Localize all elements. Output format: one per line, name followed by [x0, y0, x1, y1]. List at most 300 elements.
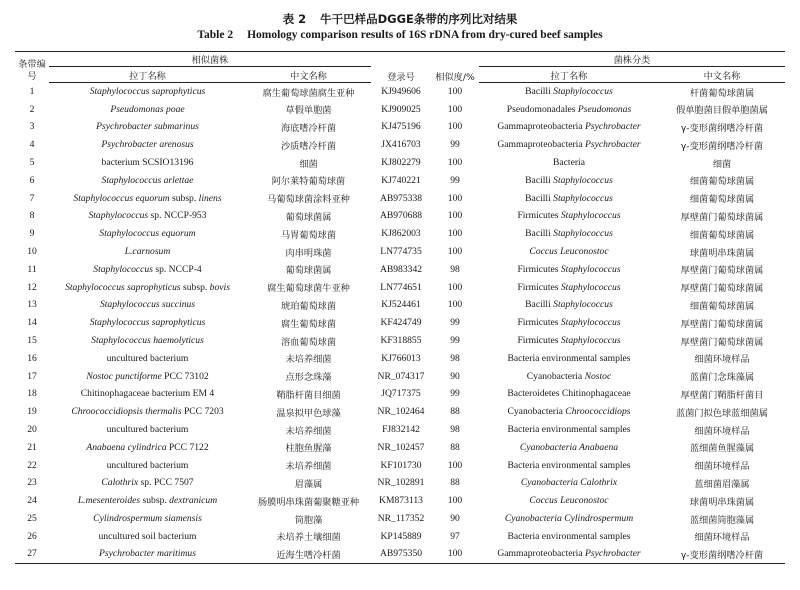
classification-chinese-cell: 厚壁菌门葡萄球菌属: [680, 318, 764, 330]
chinese-name-cell: 琥珀葡萄球菌: [280, 300, 337, 312]
table-title-english: [0, 29, 800, 41]
classification-chinese-cell: γ-变形菌纲嗜冷杆菌: [680, 140, 764, 152]
accession-cell: AB970688: [379, 210, 423, 222]
classification-chinese-cell: 厚壁菌门鞘脂杆菌目: [680, 389, 764, 401]
name-part: linens: [198, 192, 222, 204]
accession-cell: KJ949606: [381, 85, 421, 97]
name-part: Psychrobacter arenosus: [101, 139, 194, 151]
classification-latin-cell: [479, 510, 659, 528]
classification-latin-cell: [479, 100, 659, 118]
similarity-cell: 100: [447, 281, 463, 293]
similarity-cell: 98: [450, 263, 460, 275]
table-row: [15, 207, 785, 225]
classification-latin-cell: [479, 314, 659, 332]
table-row: [15, 438, 785, 456]
accession-cell: FJ832142: [382, 424, 420, 436]
name-part: sp. NCCP-4: [152, 263, 202, 275]
classification-chinese-cell: 细菌环境样品: [694, 532, 750, 544]
classification-chinese-cell: 细菌葡萄球菌属: [689, 300, 755, 312]
table-row: [15, 189, 785, 207]
latin-name-cell: [49, 225, 246, 243]
table-row: [15, 421, 785, 439]
table-row: [15, 118, 785, 136]
name-part: Staphylococcus: [553, 228, 613, 240]
name-part: Calothrix: [101, 477, 139, 489]
classification-chinese-cell: 厚壁菌门葡萄球菌属: [680, 336, 764, 348]
classification-chinese-cell: 假单胞菌目假单胞菌属: [676, 105, 768, 117]
classification-latin-cell: [479, 545, 659, 563]
table-row: [15, 83, 785, 101]
band-number-cell: 10: [27, 246, 37, 258]
similarity-cell: 99: [450, 139, 460, 151]
classification-latin-cell: [479, 492, 659, 510]
name-part: dextranicum: [169, 495, 218, 507]
accession-cell: JX416703: [381, 139, 421, 151]
name-part: Staphylococcus saprophyticus: [65, 281, 181, 293]
band-number-cell: 3: [29, 121, 35, 133]
chinese-name-cell: 马胃葡萄球菌: [280, 229, 337, 241]
latin-name-cell: [49, 171, 246, 189]
table-row: [15, 545, 785, 563]
header-class-latin-name: 拉丁名称: [479, 67, 659, 83]
name-part: PCC 7203: [181, 406, 224, 418]
classification-chinese-cell: 细菌葡萄球菌属: [689, 194, 755, 206]
accession-cell: KP145889: [380, 530, 422, 542]
name-part: Staphylococcus: [553, 86, 613, 98]
accession-cell: KJ766013: [381, 352, 421, 364]
chinese-name-cell: 未培养细菌: [285, 354, 332, 366]
similarity-cell: 100: [447, 210, 463, 222]
name-part: Staphylococcus: [93, 263, 153, 275]
chinese-name-cell: 未培养土壤细菌: [276, 532, 341, 544]
name-part: Coccus Leuconostoc: [529, 495, 609, 507]
name-part: Psychrobacter maritimus: [99, 548, 196, 560]
classification-chinese-cell: 蓝细菌筒胞藻属: [689, 514, 755, 526]
chinese-name-cell: 眉藻属: [294, 478, 323, 490]
name-part: Staphylococcus: [560, 263, 621, 275]
name-part: Bacilli: [525, 86, 554, 98]
latin-name-cell: [49, 189, 246, 207]
band-number-cell: 23: [27, 477, 37, 489]
latin-name-cell: [49, 332, 246, 350]
band-number-cell: 7: [29, 192, 35, 204]
name-part: Nostoc punctiforme: [86, 370, 162, 382]
classification-latin-cell: [479, 385, 659, 403]
latin-name-cell: [49, 83, 246, 101]
table-row: [15, 349, 785, 367]
name-part: Staphylococcus equorum: [73, 192, 170, 204]
similarity-cell: 98: [450, 352, 460, 364]
header-classification: 菌株分类: [479, 52, 785, 67]
similarity-cell: 88: [450, 406, 460, 418]
table-row: [15, 492, 785, 510]
name-part: subsp.: [169, 192, 199, 204]
accession-cell: KJ740221: [381, 174, 421, 186]
band-number-cell: 25: [27, 513, 37, 525]
name-part: Pseudomonas: [577, 103, 632, 115]
chinese-name-cell: 马葡萄球菌涂料亚种: [267, 194, 350, 206]
accession-cell: LN774651: [380, 281, 422, 293]
band-number-cell: 6: [29, 174, 35, 186]
name-part: Firmicutes: [517, 281, 561, 293]
classification-latin-cell: [479, 225, 659, 243]
name-part: Cyanobacteria Calothrix: [520, 477, 618, 489]
classification-latin-cell: [479, 527, 659, 545]
classification-latin-cell: [479, 349, 659, 367]
band-number-cell: 24: [27, 495, 37, 507]
accession-cell: KF318855: [380, 335, 422, 347]
name-part: PCC 73102: [161, 370, 209, 382]
latin-name-cell: [49, 367, 246, 385]
table-number-english: Table 2: [197, 29, 234, 41]
table-caption-english: Homology comparison results of 16S rDNA from dry-cured beef samples: [247, 29, 603, 41]
latin-name-cell: [49, 492, 246, 510]
band-number-cell: 8: [29, 210, 35, 222]
name-part: Pseudomonas poae: [110, 103, 185, 115]
accession-cell: NR_102457: [377, 441, 425, 453]
latin-name-cell: [49, 296, 246, 314]
classification-chinese-cell: 蓝细菌鱼腥藻属: [689, 443, 755, 455]
table-row: [15, 367, 785, 385]
table-row: [15, 136, 785, 154]
accession-cell: NR_102464: [377, 406, 425, 418]
header-chinese-name: 中文名称: [246, 67, 371, 83]
band-number-cell: 11: [27, 263, 37, 275]
name-part: Staphylococcus: [560, 281, 621, 293]
classification-chinese-cell: 厚壁菌门葡萄球菌属: [680, 283, 764, 295]
similarity-cell: 100: [447, 121, 463, 133]
latin-name-cell: [49, 510, 246, 528]
chinese-name-cell: 阿尔莱特葡萄球菌: [271, 176, 346, 188]
name-part: Staphylococcus saprophyticus: [89, 317, 206, 329]
table-caption-chinese: 牛干巴样品DGGE条带的序列比对结果: [320, 12, 518, 26]
name-part: uncultured soil bacterium: [98, 530, 197, 542]
name-part: Chroococcidiopsis thermalis: [71, 406, 182, 418]
classification-latin-cell: [479, 421, 659, 439]
name-part: bovis: [209, 281, 230, 293]
name-part: Bacilli: [525, 192, 554, 204]
similarity-cell: 99: [450, 174, 460, 186]
chinese-name-cell: 溶血葡萄球菌: [280, 336, 337, 348]
classification-latin-cell: [479, 367, 659, 385]
table-row: [15, 260, 785, 278]
accession-cell: AB975338: [379, 192, 423, 204]
similarity-cell: 97: [450, 530, 460, 542]
accession-cell: AB983342: [379, 263, 423, 275]
classification-chinese-cell: 细菌环境样品: [694, 461, 750, 473]
name-part: Chroococcidiops: [565, 406, 631, 418]
name-part: sp. PCC 7507: [138, 477, 194, 489]
accession-cell: LN774735: [380, 246, 422, 258]
table-row: [15, 100, 785, 118]
header-band-no: 条带编号: [15, 52, 49, 83]
band-number-cell: 26: [27, 530, 37, 542]
similarity-cell: 100: [447, 85, 463, 97]
name-part: Anabaena cylindrica: [86, 441, 167, 453]
name-part: uncultured bacterium: [106, 424, 189, 436]
name-part: Staphylococcus: [553, 174, 613, 186]
chinese-name-cell: 细菌: [299, 158, 318, 170]
header-latin-name: 拉丁名称: [49, 67, 246, 83]
chinese-name-cell: 海底嗜冷杆菌: [280, 122, 337, 134]
similarity-cell: 88: [450, 441, 460, 453]
chinese-name-cell: 筒胞藻: [294, 514, 323, 526]
latin-name-cell: [49, 243, 246, 261]
table-row: [15, 225, 785, 243]
classification-latin-cell: [479, 474, 659, 492]
accession-cell: JQ717375: [381, 388, 421, 400]
accession-cell: NR_117352: [377, 513, 425, 525]
chinese-name-cell: 葡萄球菌属: [285, 211, 332, 223]
band-number-cell: 2: [29, 103, 35, 115]
name-part: Coccus: [529, 246, 561, 258]
chinese-name-cell: 温泉拟甲色球藻: [276, 407, 341, 419]
name-part: Staphylococcus arlettae: [101, 174, 194, 186]
classification-latin-cell: [479, 438, 659, 456]
similarity-cell: 90: [450, 513, 460, 525]
accession-cell: KM873113: [379, 495, 423, 507]
name-part: Chitinophagaceae bacterium EM 4: [80, 388, 215, 400]
classification-chinese-cell: γ-变形菌纲嗜冷杆菌: [659, 545, 785, 563]
similarity-cell: 100: [447, 228, 463, 240]
latin-name-cell: [49, 260, 246, 278]
similarity-cell: 90: [450, 370, 460, 382]
table-number-chinese: 表 2: [282, 12, 307, 26]
band-number-cell: 1: [29, 85, 35, 97]
table-row: [15, 510, 785, 528]
name-part: Cyanobacteria: [526, 370, 585, 382]
name-part: Gammaproteobacteria: [497, 548, 586, 560]
table-row: [15, 385, 785, 403]
latin-name-cell: [49, 421, 246, 439]
name-part: subsp.: [140, 495, 170, 507]
name-part: subsp.: [180, 281, 210, 293]
table-row: [15, 314, 785, 332]
name-part: Firmicutes: [517, 210, 561, 222]
accession-cell: KJ524461: [381, 299, 421, 311]
similarity-cell: 100: [431, 545, 479, 563]
latin-name-cell: [49, 278, 246, 296]
classification-latin-cell: [479, 207, 659, 225]
name-part: L.carnosum: [124, 246, 171, 258]
band-number-cell: 12: [27, 281, 37, 293]
name-part: Gammaproteobacteria: [497, 121, 586, 133]
name-part: Staphylococcus: [560, 210, 621, 222]
name-part: PCC 7122: [166, 441, 209, 453]
classification-latin-cell: [479, 260, 659, 278]
chinese-name-cell: 肉串明珠菌: [285, 247, 332, 259]
chinese-name-cell: 腐生葡萄球菌: [280, 318, 337, 330]
band-number-cell: 9: [29, 228, 35, 240]
header-class-chinese-name: 中文名称: [659, 67, 785, 83]
band-number-cell: 21: [27, 441, 37, 453]
latin-name-cell: [49, 136, 246, 154]
classification-chinese-cell: 蓝菌门拟色球蓝细菌属: [676, 407, 768, 419]
band-number-cell: 27: [15, 545, 49, 563]
accession-cell: AB975350: [371, 545, 431, 563]
latin-name-cell: [49, 154, 246, 172]
name-part: Bacilli: [525, 174, 554, 186]
header-similar-strain: 相似菌株: [49, 52, 371, 67]
name-part: Staphylococcus equorum: [99, 228, 196, 240]
similarity-cell: 100: [447, 246, 463, 258]
latin-name-cell: [49, 385, 246, 403]
classification-latin-cell: [479, 83, 659, 101]
similarity-cell: 100: [447, 157, 463, 169]
latin-name-cell: [49, 545, 246, 563]
classification-latin-cell: [479, 456, 659, 474]
classification-latin-cell: [479, 403, 659, 421]
latin-name-cell: [49, 314, 246, 332]
similarity-cell: 99: [450, 317, 460, 329]
accession-cell: KF101730: [380, 459, 422, 471]
table-row: [15, 332, 785, 350]
name-part: Pseudomonadales: [506, 103, 578, 115]
name-part: Staphylococcus: [553, 299, 613, 311]
latin-name-cell: [49, 100, 246, 118]
name-part: bacterium SCSIO13196: [101, 157, 194, 169]
table-row: [15, 296, 785, 314]
name-part: Psychrobacter: [585, 121, 641, 133]
name-part: Gammaproteobacteria: [497, 139, 586, 151]
classification-latin-cell: [479, 118, 659, 136]
similarity-cell: 98: [450, 424, 460, 436]
classification-latin-cell: [479, 154, 659, 172]
homology-table: [15, 51, 785, 564]
band-number-cell: 13: [27, 299, 37, 311]
band-number-cell: 19: [27, 406, 37, 418]
similarity-cell: 100: [447, 459, 463, 471]
band-number-cell: 5: [29, 157, 35, 169]
name-part: Bacteroidetes Chitinophagaceae: [507, 388, 631, 400]
band-number-cell: 17: [27, 370, 37, 382]
name-part: Cyanobacteria Anabaena: [519, 441, 619, 453]
name-part: Psychrobacter: [585, 139, 641, 151]
similarity-cell: 100: [447, 103, 463, 115]
name-part: Firmicutes: [517, 317, 561, 329]
name-part: Psychrobacter submarinus: [96, 121, 199, 133]
latin-name-cell: [49, 403, 246, 421]
accession-cell: KJ909025: [381, 103, 421, 115]
latin-name-cell: [49, 474, 246, 492]
name-part: L.mesenteroides: [77, 495, 141, 507]
classification-chinese-cell: 细菌环境样品: [694, 425, 750, 437]
table-title-chinese: [0, 11, 800, 27]
name-part: Cyanobacteria: [507, 406, 566, 418]
name-part: Bacilli: [525, 228, 554, 240]
classification-chinese-cell: 厚壁菌门葡萄球菌属: [680, 265, 764, 277]
name-part: Firmicutes: [517, 335, 561, 347]
classification-latin-cell: [479, 332, 659, 350]
band-number-cell: 4: [29, 139, 35, 151]
band-number-cell: 16: [27, 352, 37, 364]
classification-chinese-cell: 细菌: [712, 158, 732, 170]
table-row: [15, 403, 785, 421]
name-part: Cylindrospermum siamensis: [93, 513, 202, 525]
name-part: Staphylococcus: [88, 210, 149, 222]
name-part: Bacteria environmental samples: [507, 459, 631, 471]
classification-chinese-cell: 细菌葡萄球菌属: [689, 229, 755, 241]
table-row: [15, 154, 785, 172]
classification-chinese-cell: 蓝菌门念珠藻属: [689, 372, 755, 384]
classification-chinese-cell: 杆菌葡萄球菌属: [689, 87, 755, 99]
band-number-cell: 14: [27, 317, 37, 329]
chinese-name-cell: 肠膜明串珠菌葡聚糖亚种: [257, 496, 360, 508]
header-similarity: 相似度/%: [431, 52, 479, 83]
name-part: Psychrobacter: [585, 548, 641, 560]
table-row: [15, 278, 785, 296]
table-row: [15, 527, 785, 545]
name-part: Bacteria environmental samples: [507, 530, 631, 542]
band-number-cell: 15: [27, 335, 37, 347]
similarity-cell: 100: [447, 495, 463, 507]
table-body: [15, 83, 785, 564]
classification-latin-cell: [479, 296, 659, 314]
chinese-name-cell: 近海生嗜冷杆菌: [246, 545, 371, 563]
name-part: Staphylococcus haemolyticus: [91, 335, 204, 347]
accession-cell: KJ802279: [381, 157, 421, 169]
classification-latin-cell: [479, 189, 659, 207]
classification-chinese-cell: 细菌环境样品: [694, 354, 750, 366]
similarity-cell: 100: [447, 192, 463, 204]
name-part: Staphylococcus: [553, 192, 613, 204]
name-part: uncultured bacterium: [106, 352, 189, 364]
chinese-name-cell: 柱胞鱼腥藻: [285, 443, 332, 455]
header-accession: 登录号: [371, 52, 431, 83]
name-part: Bacteria: [553, 157, 585, 169]
classification-chinese-cell: γ-变形菌纲嗜冷杆菌: [680, 122, 764, 134]
chinese-name-cell: 腐生葡萄球菌牛亚种: [267, 283, 350, 295]
band-number-cell: 20: [27, 424, 37, 436]
table-row: [15, 474, 785, 492]
chinese-name-cell: 未培养细菌: [285, 425, 332, 437]
table-row: [15, 243, 785, 261]
classification-latin-cell: [479, 243, 659, 261]
classification-chinese-cell: 球菌明串珠菌属: [689, 496, 755, 508]
chinese-name-cell: 葡萄球菌属: [285, 265, 332, 277]
latin-name-cell: [49, 118, 246, 136]
band-number-cell: 18: [27, 388, 37, 400]
classification-latin-cell: [479, 278, 659, 296]
band-number-cell: 22: [27, 459, 37, 471]
name-part: Staphylococcus: [560, 317, 621, 329]
name-part: Bacteria environmental samples: [507, 424, 631, 436]
name-part: Firmicutes: [517, 263, 561, 275]
chinese-name-cell: 沙质嗜冷杆菌: [280, 140, 337, 152]
latin-name-cell: [49, 456, 246, 474]
classification-chinese-cell: 蓝细菌眉藻属: [694, 478, 750, 490]
accession-cell: KJ862003: [381, 228, 421, 240]
accession-cell: NR_102891: [377, 477, 425, 489]
table-row: [15, 171, 785, 189]
accession-cell: NR_074317: [377, 370, 425, 382]
chinese-name-cell: 草假单胞菌: [285, 105, 332, 117]
name-part: Nostoc: [584, 370, 612, 382]
classification-latin-cell: [479, 171, 659, 189]
name-part: Staphylococcus: [560, 335, 621, 347]
chinese-name-cell: 腐生葡萄球菌腐生亚种: [262, 87, 355, 99]
similarity-cell: 100: [447, 299, 463, 311]
classification-chinese-cell: 细菌葡萄球菌属: [689, 176, 755, 188]
name-part: Bacilli: [525, 299, 554, 311]
name-part: Cyanobacteria Cylindrospermum: [504, 513, 634, 525]
name-part: Bacteria environmental samples: [507, 352, 631, 364]
accession-cell: KJ475196: [381, 121, 421, 133]
latin-name-cell: [49, 527, 246, 545]
classification-chinese-cell: 厚壁菌门葡萄球菌属: [680, 211, 764, 223]
classification-latin-cell: [479, 136, 659, 154]
name-part: Staphylococcus saprophyticus: [89, 86, 206, 98]
